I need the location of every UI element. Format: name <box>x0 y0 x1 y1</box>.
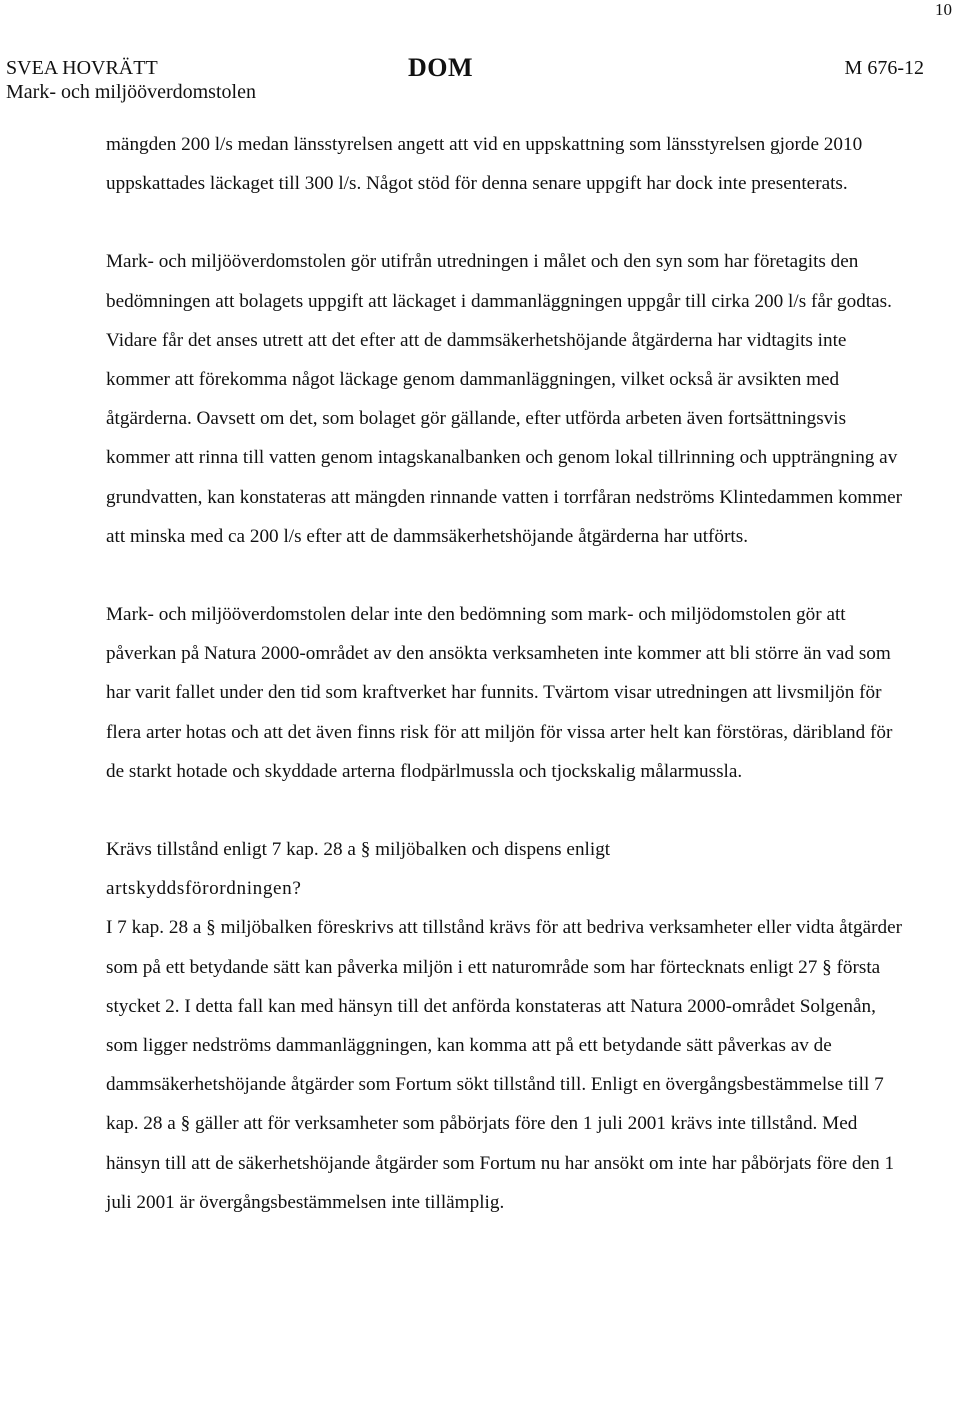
document-type: DOM <box>408 53 474 82</box>
section-text: I 7 kap. 28 a § miljöbalken föreskrivs att tillstånd krävs för att bedriva verksamheter eller vidta åtgärder som på ett betydande sätt kan påverka miljön i ett naturområde som har förtecknats enligt 27 § första stycket 2. I detta fall kan med hänsyn till det anförda konstateras att Natura 2000-området Solgenån, som ligger nedströms dammanläggningen, kan komma att på ett betydande sätt påverkas av de dammsäkerhetshöjande åtgärder som Fortum sökt tillstånd till. Enligt en övergångsbestämmelse till 7 kap. 28 a § gäller att för verksamheter som påbörjats före den 1 juli 2001 krävs inte tillstånd. Med hänsyn till att de säkerhetshöjande åtgärder som Fortum nu har ansökt om inte har påbörjats före den 1 juli 2001 är övergångsbestämmelsen inte tillämplig. <box>106 917 903 1213</box>
section-heading-line-2: artskyddsförordningen? <box>106 878 302 900</box>
page-number: 10 <box>935 0 952 19</box>
section-heading-line-1: Krävs tillstånd enligt 7 kap. 28 a § miljöbalken och dispens enligt <box>106 839 611 861</box>
court-division: Mark- och miljööverdomstolen <box>6 81 256 103</box>
document-header <box>6 53 924 106</box>
document-body <box>106 125 906 1222</box>
court-block <box>6 56 256 104</box>
court-name: SVEA HOVRÄTT <box>6 57 158 79</box>
paragraph-1: mängden 200 l/s medan länsstyrelsen angett att vid en uppskattning som länsstyrelsen gjorde 2010 uppskattades läckaget till 300 l/s. Något stöd för denna senare uppgift har dock inte presenterats. <box>106 134 863 195</box>
paragraph-3: Mark- och miljööverdomstolen delar inte den bedömning som mark- och miljödomstolen gör att påverkan på Natura 2000-området av den ansökta verksamheten inte kommer att bli större än vad som har varit fallet under den tid som kraftverket har funnits. Tvärtom visar utredningen att livsmiljön för flera arter hotas och att det även finns risk för att miljön för vissa arter helt kan förstöras, däribland för de starkt hotade och skyddade arterna flodpärlmussla och tjockskalig målarmussla. <box>106 604 893 782</box>
section-heading <box>106 830 906 908</box>
paragraph-2: Mark- och miljööverdomstolen gör utifrån utredningen i målet och den syn som har företagits den bedömningen att bolagets uppgift att läckaget i dammanläggningen uppgår till cirka 200 l/s får godtas. Vidare får det anses utrett att det efter att de dammsäkerhetshöjande åtgärderna har vidtagits inte kommer att förekomma något läckage genom dammanläggningen, vilket också är avsikten med åtgärderna. Oavsett om det, som bolaget gör gällande, efter utförda arbeten även fortsättningsvis kommer att rinna till vatten genom intagskanalbanken och genom lokal tillrinning och uppträngning av grundvatten, kan konstateras att mängden rinnande vatten i torrfåran nedströms Klintedammen kommer att minska med ca 200 l/s efter att de dammsäkerhetshöjande åtgärderna har utförts. <box>106 251 903 547</box>
case-number: M 676-12 <box>844 57 924 79</box>
